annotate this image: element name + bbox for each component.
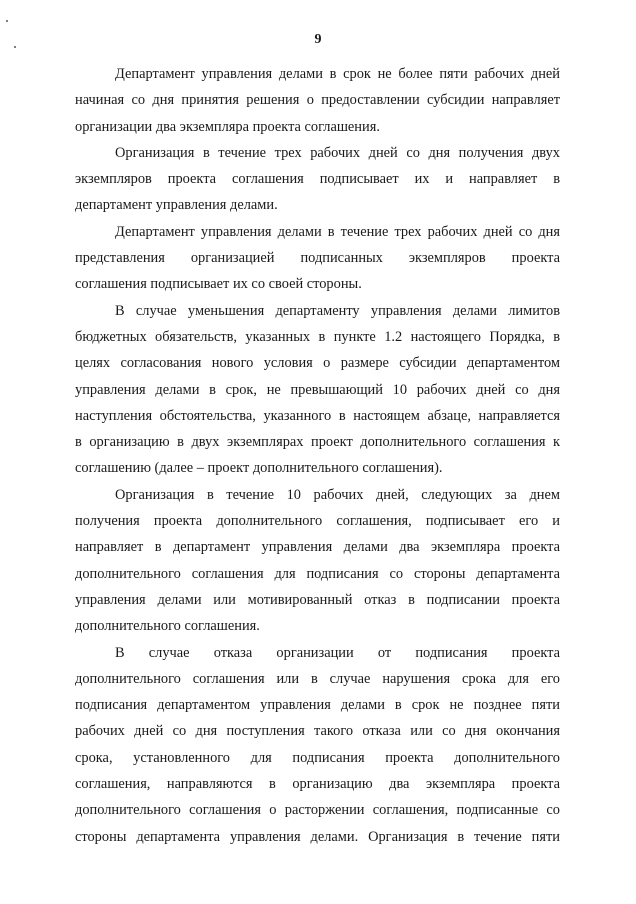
text-line: бюджетных обязательств, указанных в пункте 1.2 настоящего Порядка, в bbox=[75, 328, 560, 345]
text-line: департамент управления делами. bbox=[75, 197, 278, 214]
text-line: управления делами в срок, не превышающий 10 рабочих дней со дня bbox=[75, 381, 560, 398]
paragraph-3 bbox=[75, 219, 560, 298]
text-line: экземпляров проекта соглашения подписывает их и направляет в bbox=[75, 171, 560, 188]
text-line: соглашения, направляются в организацию два экземпляра проекта bbox=[75, 776, 560, 793]
text-line: целях согласования нового условия о размере субсидии департаментом bbox=[75, 355, 560, 372]
document-body bbox=[75, 61, 560, 850]
text-line: организации два экземпляра проекта соглашения. bbox=[75, 118, 380, 135]
text-line: управления делами или мотивированный отказ в подписании проекта bbox=[75, 591, 560, 608]
page-number: 9 bbox=[314, 32, 322, 47]
text-line: получения проекта дополнительного соглашения, подписывает его и bbox=[75, 513, 560, 530]
text-line: направляет в департамент управления делами два экземпляра проекта bbox=[75, 539, 560, 556]
paragraph-6 bbox=[75, 640, 560, 850]
paragraph-1 bbox=[75, 61, 560, 140]
text-line: дополнительного соглашения для подписания со стороны департамента bbox=[75, 565, 560, 582]
text-line: дополнительного соглашения. bbox=[75, 618, 260, 635]
text-line: В случае отказа организации от подписания проекта bbox=[115, 644, 560, 661]
text-line: дополнительного соглашения или в случае нарушения срока для его bbox=[75, 670, 560, 687]
text-line: соглашению (далее – проект дополнительного соглашения). bbox=[75, 460, 443, 477]
text-line: подписания департаментом управления делами в срок не позднее пяти bbox=[75, 697, 560, 714]
text-line: Департамент управления делами в течение трех рабочих дней со дня bbox=[115, 223, 560, 240]
text-line: стороны департамента управления делами. Организация в течение пяти bbox=[75, 828, 560, 845]
text-line: Организация в течение трех рабочих дней со дня получения двух bbox=[115, 144, 560, 161]
text-line: наступления обстоятельства, указанного в настоящем абзаце, направляется bbox=[75, 407, 560, 424]
text-line: начиная со дня принятия решения о предоставлении субсидии направляет bbox=[75, 92, 560, 109]
text-line: срока, установленного для подписания проекта дополнительного bbox=[75, 749, 560, 766]
paragraph-5 bbox=[75, 482, 560, 640]
text-line: в организацию в двух экземплярах проект дополнительного соглашения к bbox=[75, 434, 560, 451]
text-line: соглашения подписывает их со своей стороны. bbox=[75, 276, 362, 293]
text-line: Департамент управления делами в срок не более пяти рабочих дней bbox=[115, 66, 560, 82]
paragraph-4 bbox=[75, 298, 560, 482]
paragraph-2 bbox=[75, 140, 560, 219]
text-line: Организация в течение 10 рабочих дней, следующих за днем bbox=[115, 486, 560, 503]
scan-artifact-dot bbox=[6, 20, 8, 22]
text-line: дополнительного соглашения о расторжении соглашения, подписанные со bbox=[75, 802, 560, 819]
text-line: В случае уменьшения департаменту управления делами лимитов bbox=[115, 302, 560, 319]
text-line: рабочих дней со дня поступления такого отказа или со дня окончания bbox=[75, 723, 560, 740]
text-line: представления организацией подписанных экземпляров проекта bbox=[75, 250, 560, 267]
